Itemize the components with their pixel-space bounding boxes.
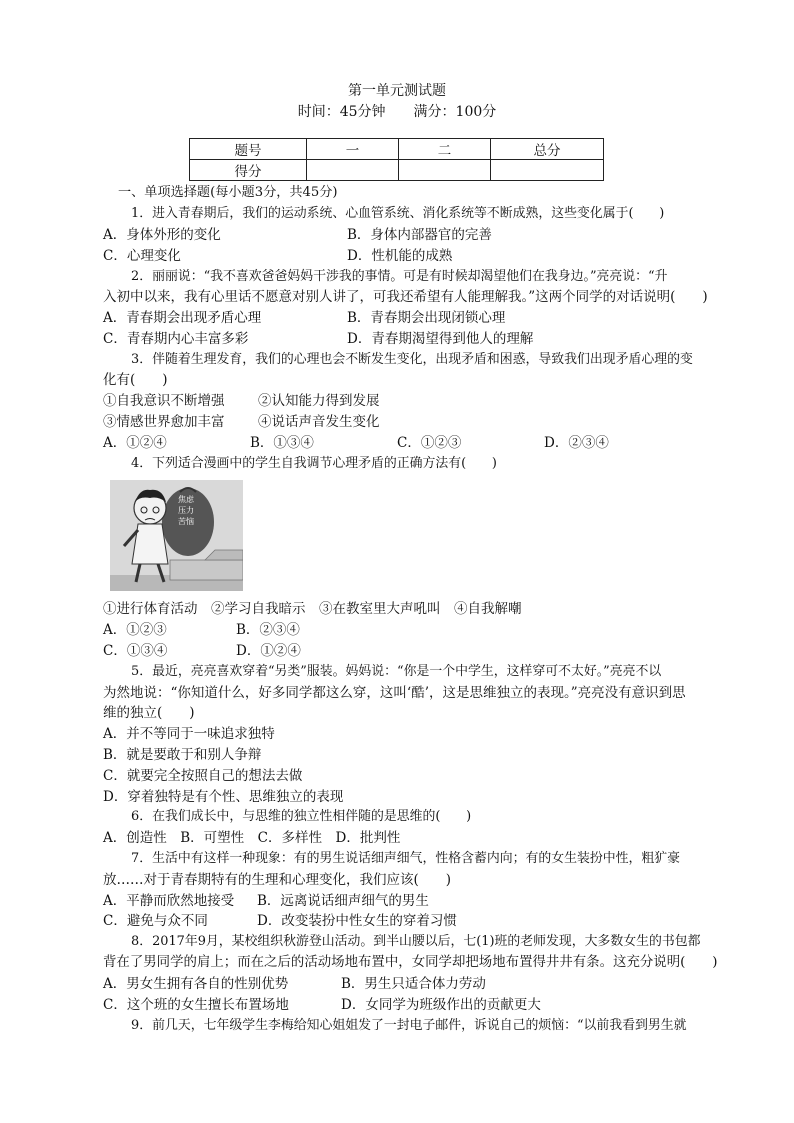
question-stem: 维的独立( ) bbox=[103, 705, 195, 721]
option-c: C．①③④ bbox=[103, 643, 168, 659]
table-cell: 总分 bbox=[491, 139, 604, 160]
option-a: A．①②④ bbox=[103, 435, 167, 451]
option-a: A．身体外形的变化 bbox=[103, 227, 221, 243]
question-stem: 1．进入青春期后，我们的运动系统、心血管系统、消化系统等不断成熟，这些变化属于( ) bbox=[131, 206, 665, 221]
option-b: B．②③④ bbox=[236, 622, 300, 638]
options-row: A．创造性 B．可塑性 C．多样性 D．批判性 bbox=[103, 830, 401, 846]
section-heading: 一、单项选择题(每小题3分，共45分) bbox=[118, 185, 338, 200]
statement-list: ①进行体育活动 ②学习自我暗示 ③在教室里大声吼叫 ④自我解嘲 bbox=[103, 601, 522, 617]
bag-word: 压力 bbox=[178, 506, 194, 515]
option-d: D．改变装扮中性女生的穿着习惯 bbox=[257, 913, 457, 929]
option-a: A．并不等同于一味追求独特 bbox=[103, 726, 275, 742]
option-a: A．①②③ bbox=[103, 622, 167, 638]
table-row bbox=[190, 160, 604, 181]
question-stem: 8．2017年9月，某校组织秋游登山活动。到半山腰以后，七(1)班的老师发现，大多数女生的书包都 bbox=[131, 934, 701, 949]
question-stem: 为然地说：“你知道什么，好多同学都这么穿，这叫‘酷’，这是思维独立的表现。”亮亮没有意识到思 bbox=[103, 685, 686, 701]
question-stem: 化有( ) bbox=[103, 372, 168, 388]
table-row bbox=[190, 139, 604, 160]
question-stem: 9．前几天，七年级学生李梅给知心姐姐发了一封电子邮件，诉说自己的烦恼：“以前我看到男生就 bbox=[131, 1018, 687, 1033]
option-d: D．②③④ bbox=[544, 435, 609, 451]
option-d: D．①②④ bbox=[236, 643, 301, 659]
option-d: D．女同学为班级作出的贡献更大 bbox=[341, 997, 541, 1013]
bag-word: 苦恼 bbox=[178, 517, 194, 526]
score-table bbox=[189, 138, 604, 181]
option-a: A．男女生拥有各自的性别优势 bbox=[103, 976, 289, 992]
option-c: C．就要完全按照自己的想法去做 bbox=[103, 768, 303, 784]
bag-label bbox=[178, 494, 194, 527]
option-c: C．①②③ bbox=[397, 435, 462, 451]
question-stem: 3．伴随着生理发育，我们的心理也会不断发生变化，出现矛盾和困惑，导致我们出现矛盾心理的变 bbox=[131, 352, 693, 367]
bag-word: 焦虑 bbox=[178, 495, 194, 504]
option-a: A．平静而欣然地接受 bbox=[103, 893, 235, 909]
option-b: B．①③④ bbox=[250, 435, 314, 451]
question-stem: 放……对于青春期特有的生理和心理变化，我们应该( ) bbox=[103, 872, 452, 888]
question-stem: 背在了男同学的肩上；而在之后的活动场地布置中，女同学却把场地布置得井井有条。这充分说明( ) bbox=[103, 955, 718, 970]
statement-3: ③情感世界愈加丰富 bbox=[103, 414, 225, 430]
option-b: B．身体内部器官的完善 bbox=[347, 227, 492, 243]
statement-2: ②认知能力得到发展 bbox=[258, 393, 380, 409]
option-d: D．性机能的成熟 bbox=[347, 248, 453, 264]
question-stem: 4．下列适合漫画中的学生自我调节心理矛盾的正确方法有( ) bbox=[131, 456, 497, 471]
question-stem: 2．丽丽说：“我不喜欢爸爸妈妈干涉我的事情。可是有时候却渴望他们在我身边。”亮亮说：“升 bbox=[131, 269, 668, 284]
exam-info: 时间：45分钟 满分：100分 bbox=[297, 104, 497, 120]
option-b: B．青春期会出现闭锁心理 bbox=[347, 310, 506, 326]
option-c: C．青春期内心丰富多彩 bbox=[103, 331, 249, 347]
option-a: A．青春期会出现矛盾心理 bbox=[103, 310, 262, 326]
table-cell[interactable] bbox=[491, 160, 604, 181]
question-stem: 6．在我们成长中，与思维的独立性相伴随的是思维的( ) bbox=[131, 809, 472, 824]
option-c: C．避免与众不同 bbox=[103, 913, 208, 929]
stressed-student-illustration bbox=[110, 480, 243, 591]
table-cell: 得分 bbox=[190, 160, 307, 181]
page-title: 第一单元测试题 bbox=[348, 83, 446, 99]
table-cell[interactable] bbox=[399, 160, 491, 181]
option-d: D．青春期渴望得到他人的理解 bbox=[347, 331, 534, 347]
table-cell: 二 bbox=[399, 139, 491, 160]
question-stem: 5．最近，亮亮喜欢穿着“另类”服装。妈妈说：“你是一个中学生，这样穿可不太好。”亮亮不以 bbox=[131, 664, 662, 679]
question-stem: 7．生活中有这样一种现象：有的男生说话细声细气，性格含蓄内向；有的女生装扮中性，粗犷豪 bbox=[131, 851, 680, 866]
option-b: B．就是要敢于和别人争辩 bbox=[103, 747, 262, 763]
cartoon-image bbox=[110, 480, 243, 591]
statement-4: ④说话声音发生变化 bbox=[258, 414, 380, 430]
table-cell[interactable] bbox=[307, 160, 399, 181]
option-b: B．远离说话细声细气的男生 bbox=[257, 893, 429, 909]
statement-1: ①自我意识不断增强 bbox=[103, 393, 225, 409]
option-b: B．男生只适合体力劳动 bbox=[341, 976, 486, 992]
question-stem: 入初中以来，我有心里话不愿意对别人讲了，可我还希望有人能理解我。”这两个同学的对话说明( ) bbox=[103, 289, 708, 305]
table-cell: 题号 bbox=[190, 139, 307, 160]
option-c: C．这个班的女生擅长布置场地 bbox=[103, 997, 289, 1013]
option-c: C．心理变化 bbox=[103, 248, 181, 264]
table-cell: 一 bbox=[307, 139, 399, 160]
option-d: D．穿着独特是有个性、思维独立的表现 bbox=[103, 789, 344, 805]
